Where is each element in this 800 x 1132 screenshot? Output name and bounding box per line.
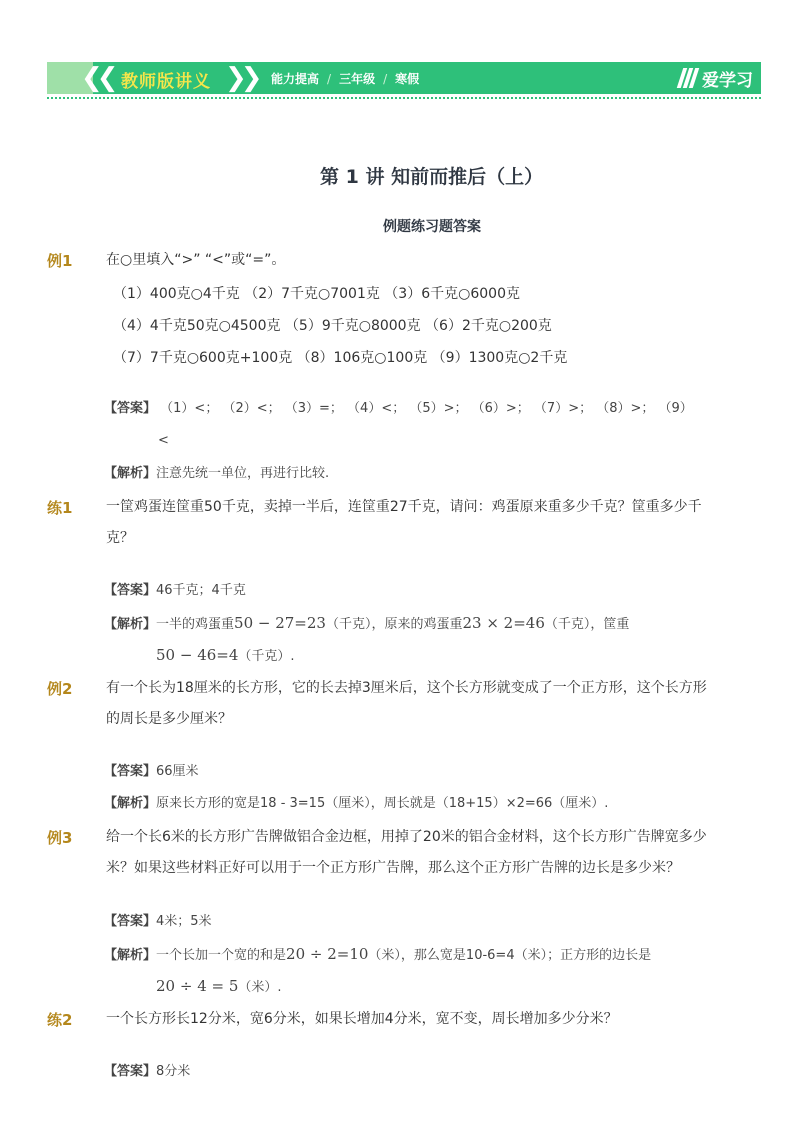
math-expression: 23 × 2=46 (462, 614, 545, 632)
breadcrumb-item: 三年级 (339, 72, 376, 86)
problem-tag: 练1 (47, 499, 73, 517)
answer-text: （1）<； （2）<； （3）=； （4）<； （5）>； （6）>； （7）>； （8）>； （9） (160, 401, 693, 416)
analysis-block (104, 944, 651, 966)
analysis-block (104, 613, 629, 635)
analysis-continued (156, 976, 282, 998)
analysis-text: （千克），筐重 (544, 617, 630, 632)
problem-tag: 例3 (47, 829, 73, 847)
problem-tag: 练2 (47, 1011, 73, 1029)
answer-label: 【答案】 (104, 401, 157, 416)
lecture-title: 第 1 讲 知前而推后（上） (320, 166, 544, 188)
analysis-block (104, 794, 608, 814)
problem-question: 一个长方形长12分米，宽6分米，如果长增加4分米，宽不变，周长增加多少分米？ (106, 1011, 618, 1027)
math-expression: 50 − 46=4 (156, 646, 239, 664)
problem-question-continued: 米？如果这些材料正好可以用于一个正方形广告牌，那么这个正方形广告牌的边长是多少米？ (106, 860, 680, 876)
math-expression: 20 ÷ 4 = 5 (156, 977, 239, 995)
analysis-text: （米）. (238, 980, 282, 995)
analysis-text: （千克），原来的鸡蛋重 (325, 617, 463, 632)
analysis-text: （米），那么宽是10-6=4（米）；正方形的边长是 (368, 948, 652, 963)
answer-text: 46千克；4千克 (156, 583, 246, 598)
logo-stripes-icon (680, 68, 698, 88)
answer-text: 8分米 (156, 1064, 191, 1079)
analysis-label: 【解析】 (104, 796, 157, 811)
answer-text-continued: < (158, 433, 169, 448)
analysis-text: 注意先统一单位，再进行比较. (156, 466, 330, 481)
logo (680, 65, 753, 91)
problem-tag: 例2 (47, 680, 73, 698)
problem-question: 一筐鸡蛋连筐重50千克，卖掉一半后，连筐重27千克，请问：鸡蛋原来重多少千克？筐重多少千 (106, 499, 702, 515)
analysis-label: 【解析】 (104, 617, 157, 632)
problem-tag: 例1 (47, 252, 73, 270)
answer-label: 【答案】 (104, 1064, 157, 1079)
answer-label: 【答案】 (104, 914, 157, 929)
problem-question: 给一个长6米的长方形广告牌做铝合金边框，用掉了20米的铝合金材料，这个长方形广告牌宽多少 (106, 829, 707, 845)
problem-question: 有一个长为18厘米的长方形，它的长去掉3厘米后，这个长方形就变成了一个正方形，这个长方形 (106, 680, 707, 696)
answer-block (104, 762, 199, 782)
problem-subitems: （7）7千克○600克+100克 （8）106克○100克 （9）1300克○2千克 (113, 350, 568, 366)
breadcrumb: 能力提高 / 三年级 / 寒假 (271, 72, 420, 86)
answer-block (104, 399, 693, 419)
answer-block (104, 1062, 190, 1082)
answer-block (104, 581, 246, 601)
answer-label: 【答案】 (104, 764, 157, 779)
problem-question-continued: 的周长是多少厘米？ (106, 711, 232, 727)
analysis-continued (156, 645, 295, 667)
breadcrumb-item: 寒假 (395, 72, 420, 86)
analysis-label: 【解析】 (104, 948, 157, 963)
answer-text: 66厘米 (156, 764, 199, 779)
answer-block (104, 912, 212, 932)
math-expression: 50 − 27=23 (234, 614, 326, 632)
analysis-text: 一半的鸡蛋重 (156, 617, 235, 632)
double-chevron-left-icon: ❮❮ (81, 63, 113, 93)
problem-question-continued: 克？ (106, 530, 134, 546)
problem-question: 在○里填入“>” “<”或“=”。 (106, 252, 286, 268)
double-chevron-right-icon: ❯❯ (225, 63, 257, 93)
problem-subitems: （4）4千克50克○4500克 （5）9千克○8000克 （6）2千克○200克 (113, 318, 552, 334)
section-title: 例题练习题答案 (383, 219, 481, 235)
analysis-text: （千克）. (238, 649, 295, 664)
header-divider (47, 97, 761, 99)
logo-text: 爱学习 (702, 70, 753, 91)
math-expression: 20 ÷ 2=10 (286, 945, 369, 963)
analysis-block (104, 464, 329, 484)
analysis-label: 【解析】 (104, 466, 157, 481)
analysis-text: 原来长方形的宽是18 - 3=15（厘米），周长就是（18+15）×2=66（厘米）. (156, 796, 609, 811)
breadcrumb-item: 能力提高 (271, 72, 320, 86)
brand-title: 教师版讲义 (121, 72, 211, 92)
header-banner (47, 62, 761, 94)
analysis-text: 一个长加一个宽的和是 (156, 948, 287, 963)
problem-subitems: （1）400克○4千克 （2）7千克○7001克 （3）6千克○6000克 (113, 286, 520, 302)
answer-text: 4米；5米 (156, 914, 212, 929)
answer-label: 【答案】 (104, 583, 157, 598)
